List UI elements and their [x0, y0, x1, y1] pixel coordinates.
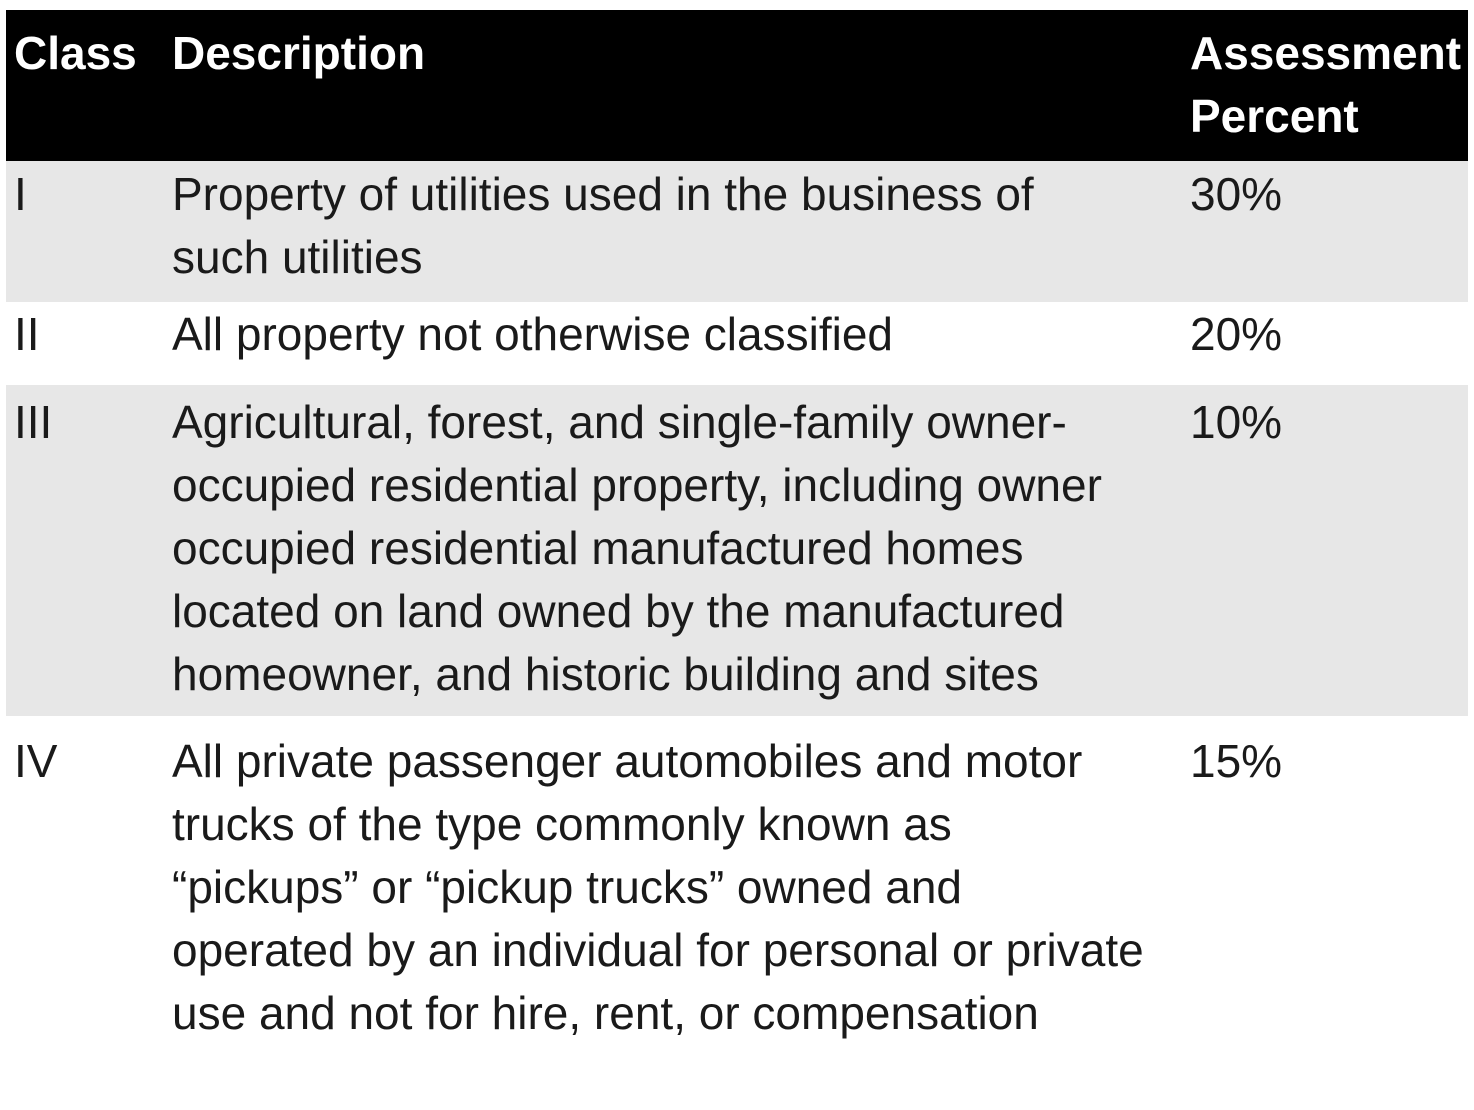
- assessment-classes-table: [6, 10, 1468, 1110]
- table-header-row: [6, 10, 1468, 161]
- header-description: Description: [172, 27, 426, 79]
- row-class: II: [14, 308, 40, 360]
- table-row: [6, 302, 1468, 385]
- header-assessment-line2: Percent: [1190, 90, 1359, 142]
- row-class: IV: [14, 735, 58, 787]
- table-row: [6, 716, 1468, 1110]
- row-description: Agricultural, forest, and single-family owner-occupied residential property, including owner occupied residential manufactured homes located on land owned by the manufactured homeowner, and historic building and sites: [172, 396, 1102, 700]
- table-row: [6, 385, 1468, 716]
- row-class: III: [14, 396, 53, 448]
- row-percent: 20%: [1190, 308, 1283, 360]
- header-class: Class: [14, 27, 137, 79]
- row-percent: 10%: [1190, 396, 1283, 448]
- row-class: I: [14, 168, 27, 220]
- table-row: [6, 161, 1468, 302]
- row-percent: 30%: [1190, 168, 1283, 220]
- row-description: All property not otherwise classified: [172, 308, 893, 360]
- row-description: Property of utilities used in the business of such utilities: [172, 168, 1034, 283]
- row-percent: 15%: [1190, 735, 1283, 787]
- header-assessment-percent: [1190, 22, 1460, 148]
- header-assessment-line1: Assessment: [1190, 27, 1462, 79]
- row-description: All private passenger automobiles and motor trucks of the type commonly known as “pickups” or “pickup trucks” owned and operated by an individual for personal or private use and not for hire, rent, or compensation: [172, 735, 1144, 1039]
